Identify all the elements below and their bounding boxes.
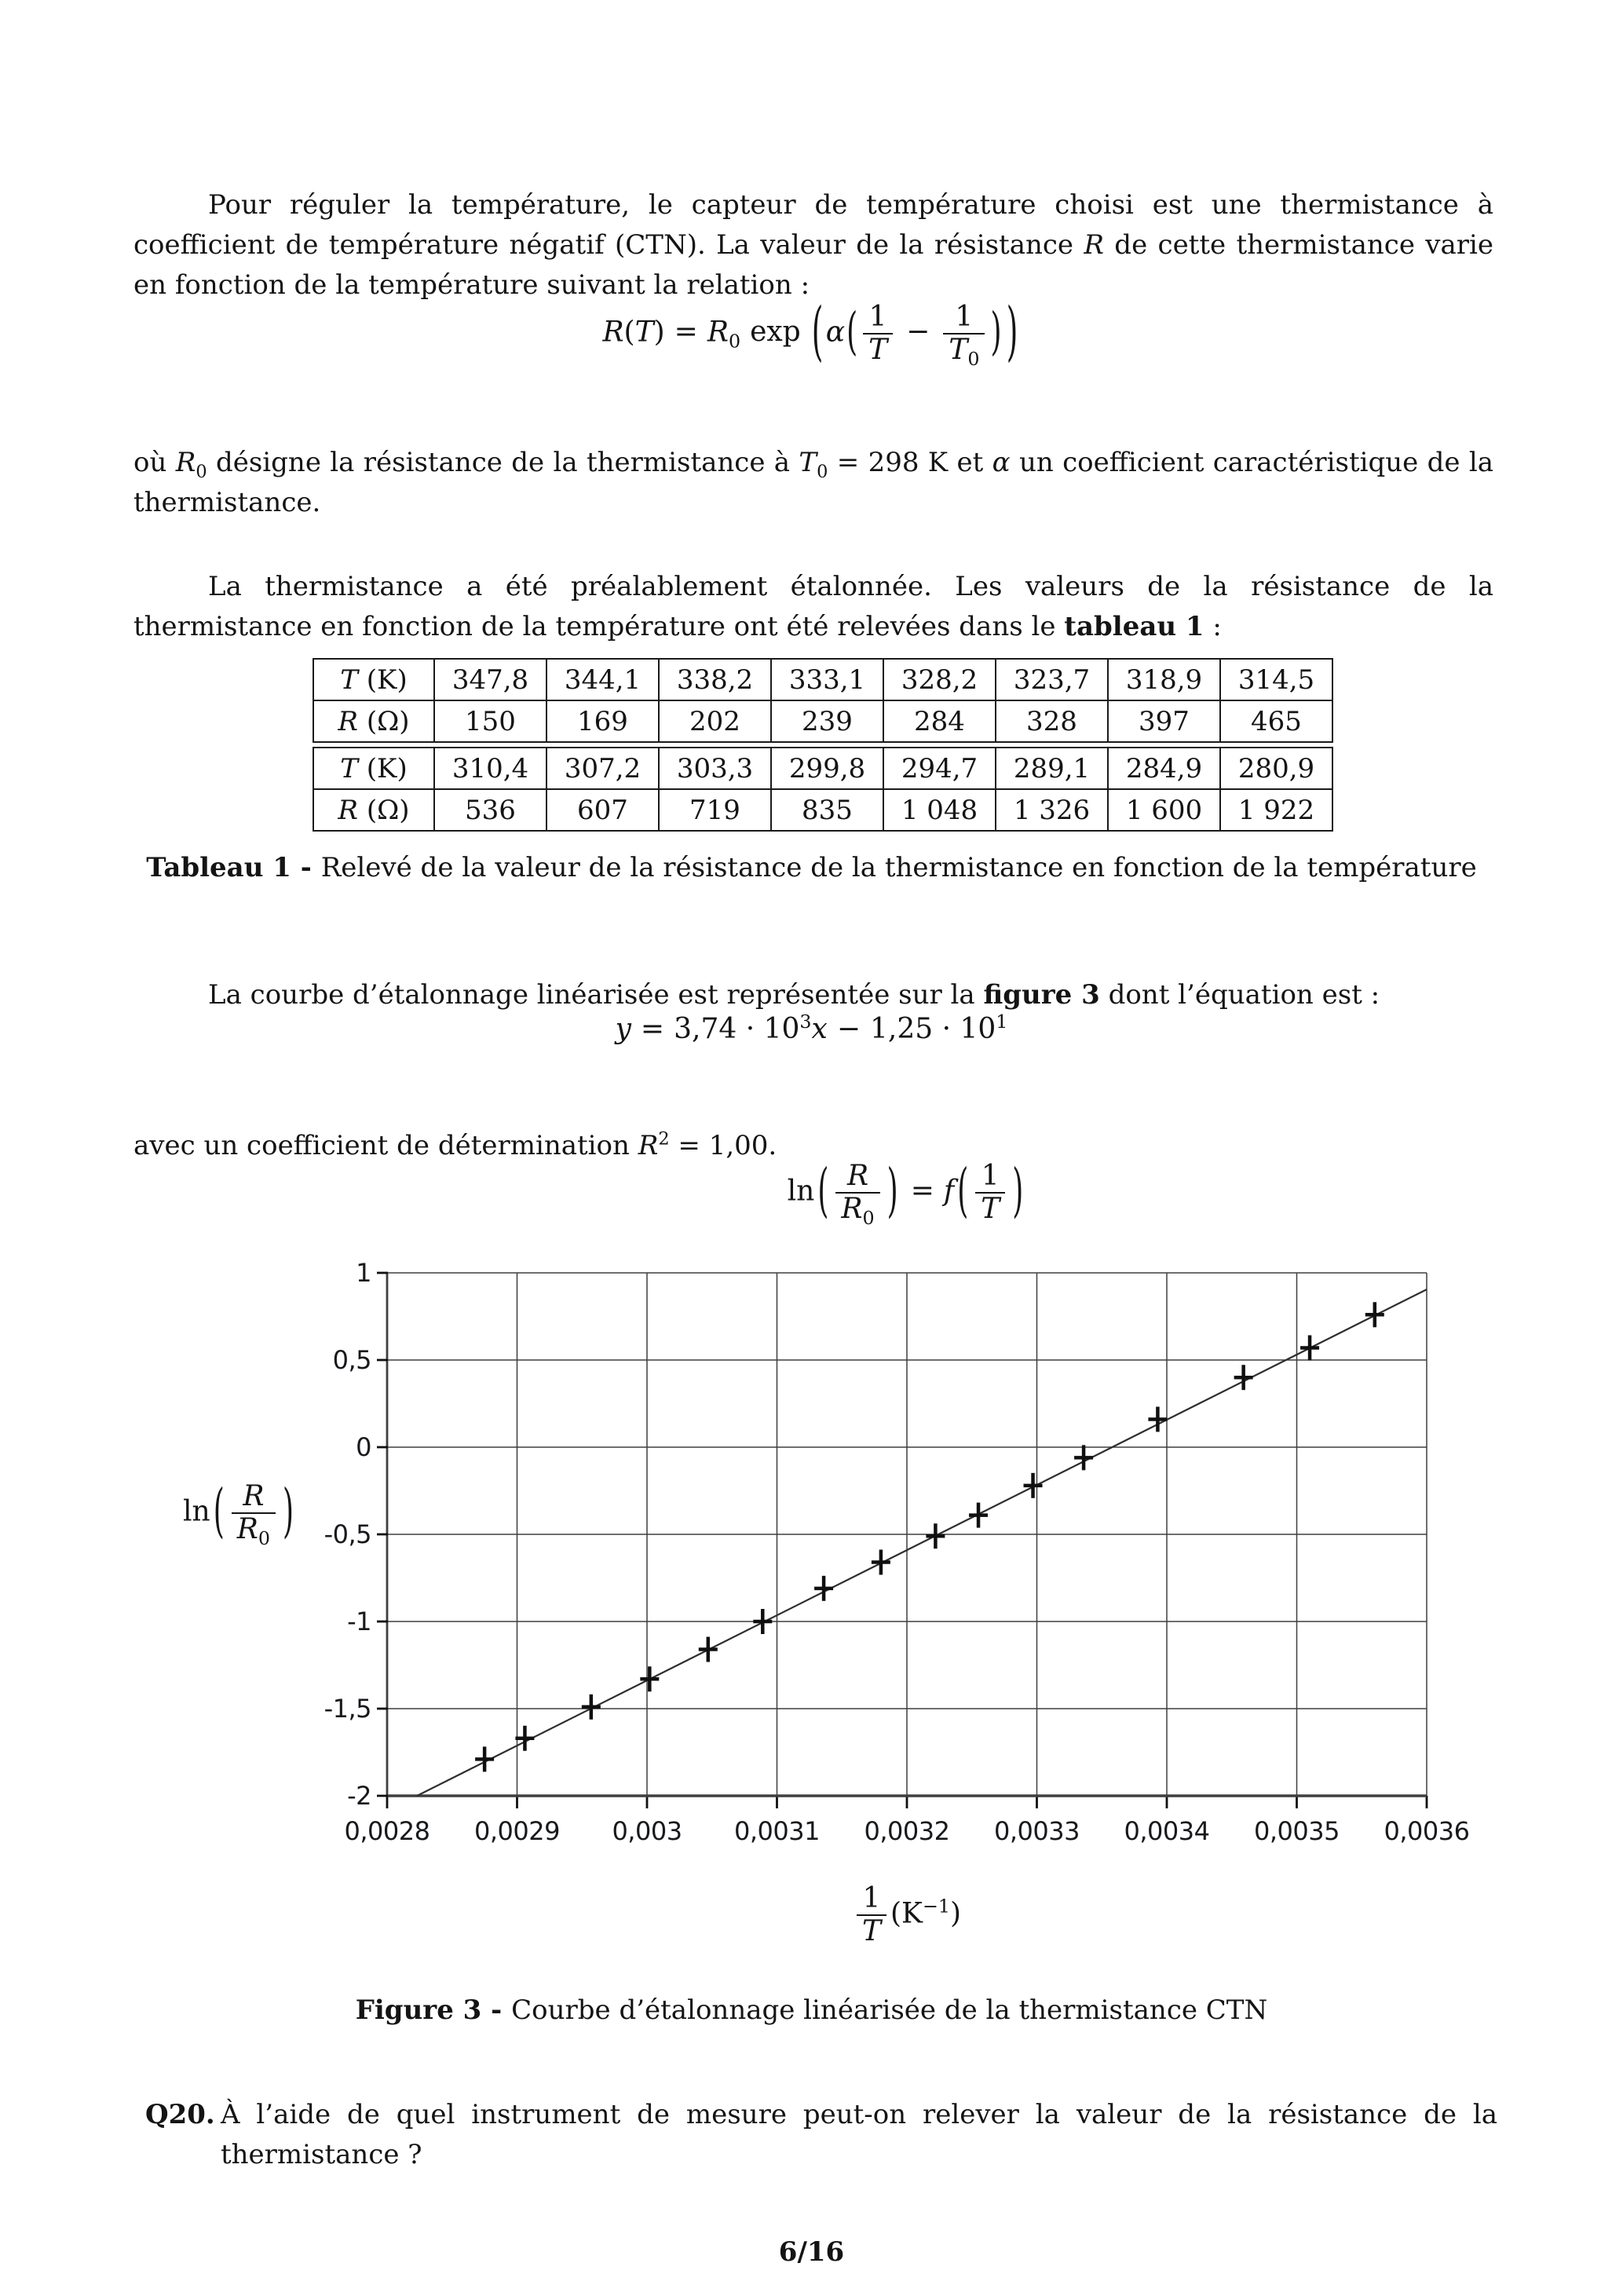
equals-sign: = xyxy=(674,316,698,349)
f-function: f xyxy=(943,1175,955,1208)
exponent-minus-1: −1 xyxy=(922,1895,950,1918)
exponent-1: 1 xyxy=(996,1011,1008,1033)
table-cell: 397 xyxy=(1108,700,1220,742)
table-cell: 1 922 xyxy=(1220,789,1332,831)
var-R: R xyxy=(236,1513,258,1546)
table-cell: 323,7 xyxy=(996,659,1108,700)
formula-R0: R xyxy=(707,316,729,349)
subscript-zero: 0 xyxy=(196,461,207,482)
text: La courbe d’étalonnage linéarisée est représentée sur la xyxy=(208,979,984,1011)
x-tick-label: 0,0033 xyxy=(994,1816,1080,1846)
fraction-1-over-T0 xyxy=(943,301,985,371)
fraction-1-over-T xyxy=(863,302,893,367)
unit-ohm: (Ω) xyxy=(366,705,410,737)
table-cell: 338,2 xyxy=(659,659,771,700)
y-axis-label xyxy=(183,1479,297,1550)
subscript-zero: 0 xyxy=(258,1527,270,1550)
text: = 298 K et xyxy=(828,447,992,478)
denominator: T xyxy=(857,1914,886,1947)
table-cell: 314,5 xyxy=(1220,659,1332,700)
text: : xyxy=(1204,611,1222,642)
var-T: T xyxy=(340,752,358,784)
table-cell: 344,1 xyxy=(546,659,659,700)
numerator: 1 xyxy=(868,301,887,333)
subscript-zero: 0 xyxy=(967,348,980,371)
table-cell: 1 326 xyxy=(996,789,1108,831)
x-tick-label: 0,0034 xyxy=(1124,1816,1210,1846)
table-cell: 284 xyxy=(883,700,996,742)
denominator: T xyxy=(975,1192,1005,1225)
x-tick-label: 0,0029 xyxy=(474,1816,560,1846)
question-q20 xyxy=(145,2095,1497,2175)
table-group-2 xyxy=(313,747,1333,832)
intro-text-1: Pour réguler la température, le capteur de température choisi est une thermistance à coefficient de température négatif (CTN). La valeur de la résistance xyxy=(133,189,1493,261)
table-cell: 239 xyxy=(771,700,883,742)
table-header-cell xyxy=(313,748,434,789)
fraction-1-over-T xyxy=(975,1161,1005,1226)
big-paren-left: ( xyxy=(811,296,824,369)
x-tick-label: 0,003 xyxy=(612,1816,682,1846)
table-cell: 328,2 xyxy=(883,659,996,700)
x-tick-label: 0,0028 xyxy=(344,1816,430,1846)
table-header-cell xyxy=(313,789,434,831)
coefficient-b: 1,25 · 10 xyxy=(870,1013,996,1045)
text: un coefficient caractéristique de la thermistance. xyxy=(133,447,1493,518)
table-cell: 835 xyxy=(771,789,883,831)
y-tick-label: 1 xyxy=(356,1259,371,1288)
table-cell: 328 xyxy=(996,700,1108,742)
y-tick-label: 0,5 xyxy=(332,1345,371,1375)
table-row xyxy=(313,700,1332,742)
fraction-R-over-R0 xyxy=(835,1160,879,1230)
big-paren-left: ( xyxy=(957,1158,969,1225)
table-cell: 303,3 xyxy=(659,748,771,789)
subscript-zero: 0 xyxy=(728,330,741,353)
table-cell: 465 xyxy=(1220,700,1332,742)
alpha-symbol: α xyxy=(825,316,846,349)
table-cell: 719 xyxy=(659,789,771,831)
big-paren-left: ( xyxy=(213,1479,225,1545)
exp-function: exp xyxy=(750,316,801,349)
denominator xyxy=(943,333,985,371)
fit-equation xyxy=(0,1013,1623,1045)
y-tick-label: -1 xyxy=(347,1607,371,1636)
figure-3-reference: figure 3 xyxy=(983,979,1100,1011)
fraction-1-over-T xyxy=(857,1883,886,1948)
table-cell: 536 xyxy=(434,789,546,831)
var-T0: T xyxy=(799,447,817,478)
table-cell: 318,9 xyxy=(1108,659,1220,700)
table-cell: 284,9 xyxy=(1108,748,1220,789)
intro-paragraph xyxy=(133,185,1493,305)
table-cell: 202 xyxy=(659,700,771,742)
minus-sign: − xyxy=(906,316,930,349)
table-caption xyxy=(0,852,1623,883)
table-header-cell xyxy=(313,659,434,700)
table-cell: 333,1 xyxy=(771,659,883,700)
var-T: T xyxy=(340,664,358,696)
tableau-1-reference: tableau 1 xyxy=(1064,611,1204,642)
figure-caption-text: Courbe d’étalonnage linéarisée de la thermistance CTN xyxy=(511,1994,1268,2026)
var-y: y xyxy=(615,1013,631,1045)
x-axis-label xyxy=(750,1883,1064,1948)
table-caption-label: Tableau 1 - xyxy=(146,852,321,883)
big-paren-right: ) xyxy=(1012,1158,1024,1225)
minus-sign: − xyxy=(836,1013,861,1045)
table-caption-text: Relevé de la valeur de la résistance de la thermistance en fonction de la température xyxy=(320,852,1477,883)
denominator xyxy=(835,1192,879,1230)
fraction-R-over-R0 xyxy=(232,1480,276,1550)
table-cell: 307,2 xyxy=(546,748,659,789)
paren: ) xyxy=(653,316,665,349)
text: avec un coefficient de détermination xyxy=(133,1130,638,1161)
var-R0: R xyxy=(175,447,196,478)
text: = 1,00. xyxy=(669,1130,777,1161)
table-cell: 310,4 xyxy=(434,748,546,789)
question-label: Q20. xyxy=(145,2099,215,2130)
x-tick-label: 0,0035 xyxy=(1254,1816,1340,1846)
alpha-symbol: α xyxy=(992,447,1011,478)
subscript-zero: 0 xyxy=(817,461,828,482)
table-row xyxy=(313,659,1332,700)
table-cell: 280,9 xyxy=(1220,748,1332,789)
var-R: R xyxy=(841,1193,863,1226)
big-paren-left: ( xyxy=(817,1158,829,1225)
numerator: 1 xyxy=(955,301,974,333)
var-x: x xyxy=(811,1013,828,1045)
numerator: 1 xyxy=(862,1882,881,1914)
subscript-zero: 0 xyxy=(862,1207,875,1230)
paren-right: ) xyxy=(990,303,1002,362)
formula-thermistance-relation xyxy=(0,296,1623,371)
figure-caption-label: Figure 3 - xyxy=(355,1994,512,2026)
paren: ( xyxy=(623,316,635,349)
chart-title xyxy=(514,1158,1299,1230)
coefficient-a: 3,74 · 10 xyxy=(674,1013,800,1045)
numerator: R xyxy=(243,1480,265,1512)
var-R: R xyxy=(338,705,359,737)
table-cell: 289,1 xyxy=(996,748,1108,789)
resistance-table xyxy=(313,658,1333,832)
calibration-chart xyxy=(293,1259,1518,1867)
text: dont l’équation est : xyxy=(1099,979,1380,1011)
paren-left: ( xyxy=(846,303,858,362)
x-tick-label: 0,0031 xyxy=(734,1816,820,1846)
table-cell: 1 600 xyxy=(1108,789,1220,831)
table-cell: 150 xyxy=(434,700,546,742)
table-row xyxy=(313,789,1332,831)
table-cell: 299,8 xyxy=(771,748,883,789)
unit-kelvin-inverse: (K xyxy=(890,1897,923,1930)
exponent-2: 2 xyxy=(658,1128,670,1150)
denominator: T xyxy=(863,333,893,366)
unit-K: (K) xyxy=(366,664,408,696)
question-text: À l’aide de quel instrument de mesure peut-on relever la valeur de la résistance de la thermistance ? xyxy=(221,2099,1497,2170)
x-tick-label: 0,0036 xyxy=(1384,1816,1470,1846)
denominator xyxy=(232,1512,276,1550)
y-tick-label: -2 xyxy=(347,1781,371,1811)
text: La thermistance a été préalablement étalonnée. Les valeurs de la résistance de la thermistance en fonction de la température ont été relevées dans le xyxy=(133,571,1493,642)
x-tick-label: 0,0032 xyxy=(864,1816,950,1846)
equals-sign: = xyxy=(910,1175,934,1208)
equals-sign: = xyxy=(640,1013,665,1045)
var-R: R xyxy=(1084,229,1104,261)
unit-ohm: (Ω) xyxy=(366,794,410,826)
table-cell: 607 xyxy=(546,789,659,831)
text: où xyxy=(133,447,176,478)
paren-close: ) xyxy=(949,1897,962,1930)
ln-function: ln xyxy=(787,1175,815,1208)
var-R: R xyxy=(338,794,359,826)
calibration-paragraph xyxy=(133,567,1493,647)
var-R-squared: R xyxy=(638,1130,659,1161)
trend-line xyxy=(417,1289,1427,1796)
big-paren-right: ) xyxy=(886,1158,898,1225)
table-cell: 347,8 xyxy=(434,659,546,700)
formula-R: R xyxy=(602,316,624,349)
table-cell: 294,7 xyxy=(883,748,996,789)
numerator: 1 xyxy=(981,1160,1000,1192)
page-number: 6/16 xyxy=(778,2236,845,2268)
ln-function: ln xyxy=(183,1495,210,1528)
curve-paragraph xyxy=(133,975,1493,1015)
table-cell: 169 xyxy=(546,700,659,742)
table-group-1 xyxy=(313,658,1333,743)
table-cell: 1 048 xyxy=(883,789,996,831)
exponent-3: 3 xyxy=(799,1011,812,1033)
y-tick-label: 0 xyxy=(356,1432,371,1462)
figure-caption xyxy=(0,1994,1623,2026)
var-T: T xyxy=(949,334,968,367)
y-tick-label: -1,5 xyxy=(324,1694,371,1724)
y-tick-label: -0,5 xyxy=(324,1519,371,1549)
text: désigne la résistance de la thermistance à xyxy=(207,447,799,478)
table-header-cell xyxy=(313,700,434,742)
relation-paragraph xyxy=(133,443,1493,523)
table-row xyxy=(313,748,1332,789)
unit-K: (K) xyxy=(366,752,408,784)
formula-T: T xyxy=(634,316,654,349)
big-paren-right: ) xyxy=(1006,296,1018,369)
big-paren-right: ) xyxy=(282,1479,294,1545)
numerator: R xyxy=(846,1160,869,1192)
intro-text-2: de cette thermistance varie en fonction de la température suivant la relation : xyxy=(133,229,1494,301)
